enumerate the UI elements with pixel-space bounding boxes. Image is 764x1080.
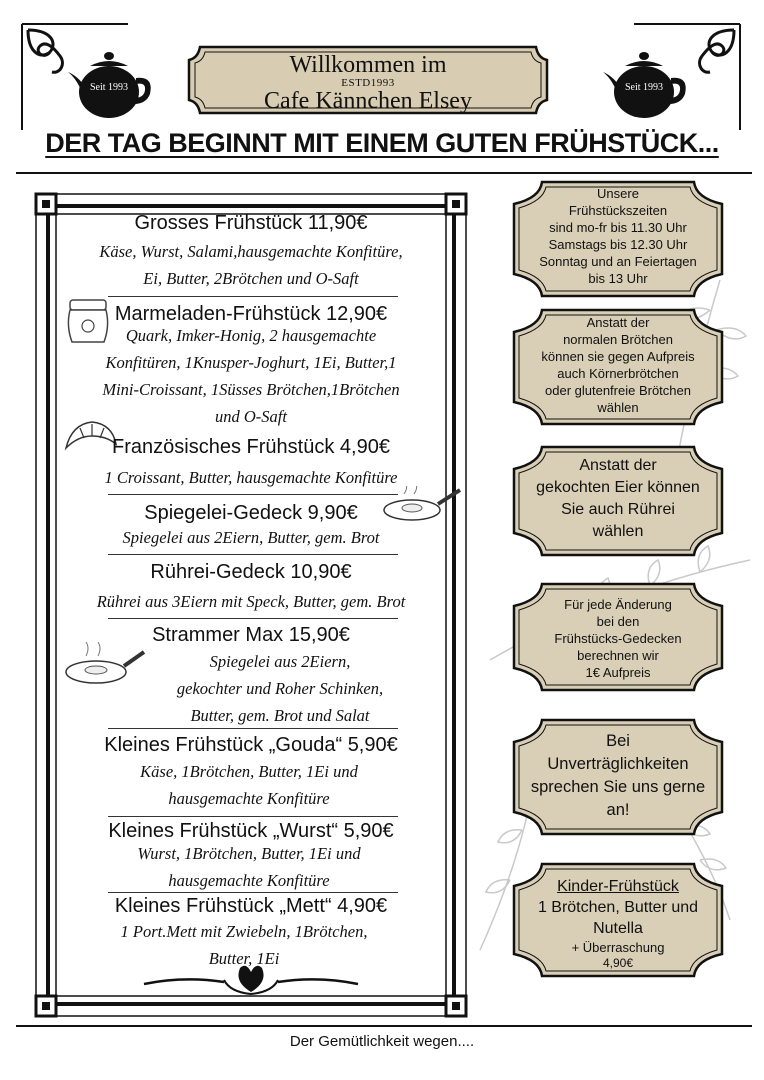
menu-item-desc	[58, 464, 444, 491]
badge-line: normalen Brötchen	[563, 332, 673, 347]
menu-item-desc	[94, 840, 404, 894]
welcome-plaque	[186, 44, 550, 116]
item-divider	[108, 892, 398, 893]
menu-item-desc	[58, 322, 444, 430]
desc-line: hausgemachte Konfitüre	[168, 789, 330, 808]
desc-line: Rührei aus 3Eiern mit Speck, Butter, gem. Brot	[96, 592, 406, 611]
desc-line: hausgemachte Konfitüre	[168, 871, 330, 890]
teapot-icon-left	[62, 48, 157, 123]
menu-item-desc	[58, 588, 444, 615]
badge-line: Sonntag und an Feiertagen	[539, 254, 697, 269]
desc-line: und O-Saft	[215, 407, 287, 426]
estd-line: ESTD1993	[341, 77, 395, 89]
cafe-name: Cafe Kännchen Elsey	[264, 88, 472, 114]
desc-line: Quark, Imker-Honig, 2 hausgemachte	[125, 326, 377, 345]
desc-line: Butter, 1Ei	[208, 949, 280, 968]
footer-tagline: Der Gemütlichkeit wegen....	[289, 1033, 475, 1050]
menu-item-desc	[130, 648, 430, 729]
breakfast-menu	[34, 192, 468, 1018]
badge-line: berechnen wir	[577, 648, 659, 663]
menu-item-title: Kleines Frühstück „Gouda“ 5,90€	[104, 734, 398, 756]
teapot-label: Seit 1993	[89, 82, 129, 93]
badge-line: Bei	[606, 732, 630, 750]
desc-line: Ei, Butter, 2Brötchen und O-Saft	[143, 269, 359, 288]
badge-text	[512, 314, 724, 416]
badge-text	[512, 876, 724, 971]
teapot-label: Seit 1993	[624, 82, 664, 93]
item-divider	[108, 728, 398, 729]
badge-line: + Überraschung	[571, 940, 665, 955]
info-badge-change-surcharge	[512, 582, 724, 692]
badge-text	[512, 185, 724, 287]
info-badge-kids-breakfast	[512, 862, 724, 978]
badge-line: 4,90€	[602, 956, 634, 970]
desc-line: gekochter und Roher Schinken,	[176, 679, 384, 698]
badge-line: Anstatt der	[586, 315, 650, 330]
badge-text	[512, 455, 724, 543]
badge-line: oder glutenfreie Brötchen	[545, 383, 691, 398]
desc-line: Konfitüren, 1Knusper-Joghurt, 1Ei, Butter,1	[105, 353, 397, 372]
item-divider	[108, 618, 398, 619]
badge-line: 1 Brötchen, Butter und	[537, 899, 699, 916]
badge-line: wählen	[592, 523, 644, 540]
badge-line: Nutella	[593, 920, 643, 937]
badge-line: können sie gegen Aufpreis	[541, 349, 695, 364]
menu-item-desc	[94, 758, 404, 812]
info-badge-breakfast-times	[512, 180, 724, 298]
item-divider	[108, 816, 398, 817]
info-badge-intolerances	[512, 718, 724, 836]
badge-line: sprechen Sie uns gerne	[530, 778, 706, 796]
menu-item-title: Kleines Frühstück „Mett“ 4,90€	[114, 895, 388, 917]
badge-line: Samstags bis 12.30 Uhr	[548, 237, 688, 252]
badge-line: Anstatt der	[579, 457, 657, 474]
badge-text	[512, 596, 724, 681]
badge-line: Frühstücks-Gedecken	[554, 631, 682, 646]
menu-item-title: Kleines Frühstück „Wurst“ 5,90€	[108, 820, 394, 842]
badge-line: bis 13 Uhr	[588, 271, 648, 286]
desc-line: Butter, gem. Brot und Salat	[190, 706, 370, 725]
menu-item-title: Marmeladen-Frühstück 12,90€	[114, 303, 388, 325]
badge-line: Kinder-Frühstück	[557, 878, 679, 895]
badge-line: wählen	[597, 400, 639, 415]
menu-item-desc	[58, 238, 444, 292]
menu-item-title: Französisches Frühstück 4,90€	[112, 436, 390, 458]
info-badge-bread-options	[512, 308, 724, 426]
desc-line: Käse, Wurst, Salami,hausgemachte Konfitüre,	[99, 242, 403, 261]
welcome-line: Willkommen im	[289, 52, 447, 78]
badge-line: Für jede Änderung	[564, 597, 672, 612]
menu-item-title: Rührei-Gedeck 10,90€	[150, 561, 352, 583]
header-rule	[16, 172, 752, 174]
badge-line: Unverträglichkeiten	[547, 755, 689, 773]
badge-line: 1€ Aufpreis	[585, 665, 651, 680]
footer-rule	[16, 1025, 752, 1027]
desc-line: Spiegelei aus 2Eiern,	[209, 652, 351, 671]
desc-line: 1 Croissant, Butter, hausgemachte Konfitüre	[104, 468, 398, 487]
info-badge-egg-options	[512, 445, 724, 557]
badge-text	[512, 730, 724, 822]
badge-line: Sie auch Rührei	[561, 501, 675, 518]
desc-line: Mini-Croissant, 1Süsses Brötchen,1Brötchen	[102, 380, 400, 399]
badge-line: auch Körnerbrötchen	[557, 366, 679, 381]
teapot-icon-right	[597, 48, 692, 123]
badge-line: an!	[606, 801, 630, 819]
desc-line: Wurst, 1Brötchen, Butter, 1Ei und	[137, 844, 361, 863]
badge-line: bei den	[596, 614, 640, 629]
badge-line: Unsere	[597, 186, 639, 201]
desc-line: Spiegelei aus 2Eiern, Butter, gem. Brot	[122, 528, 380, 547]
badge-line: gekochten Eier können	[536, 479, 700, 496]
desc-line: 1 Port.Mett mit Zwiebeln, 1Brötchen,	[120, 922, 368, 941]
menu-item-title: Strammer Max 15,90€	[152, 624, 350, 646]
menu-item-desc	[74, 918, 414, 972]
item-divider	[108, 494, 398, 495]
badge-line: sind mo-fr bis 11.30 Uhr	[549, 220, 687, 235]
desc-line: Käse, 1Brötchen, Butter, 1Ei und	[140, 762, 358, 781]
page-headline: DER TAG BEGINNT MIT EINEM GUTEN FRÜHSTÜCK...	[45, 128, 719, 158]
menu-item-desc	[58, 524, 444, 551]
menu-item-title: Spiegelei-Gedeck 9,90€	[144, 502, 358, 524]
badge-line: Frühstückszeiten	[568, 203, 668, 218]
menu-item-title: Grosses Frühstück 11,90€	[134, 212, 368, 234]
item-divider	[108, 296, 398, 297]
item-divider	[108, 554, 398, 555]
